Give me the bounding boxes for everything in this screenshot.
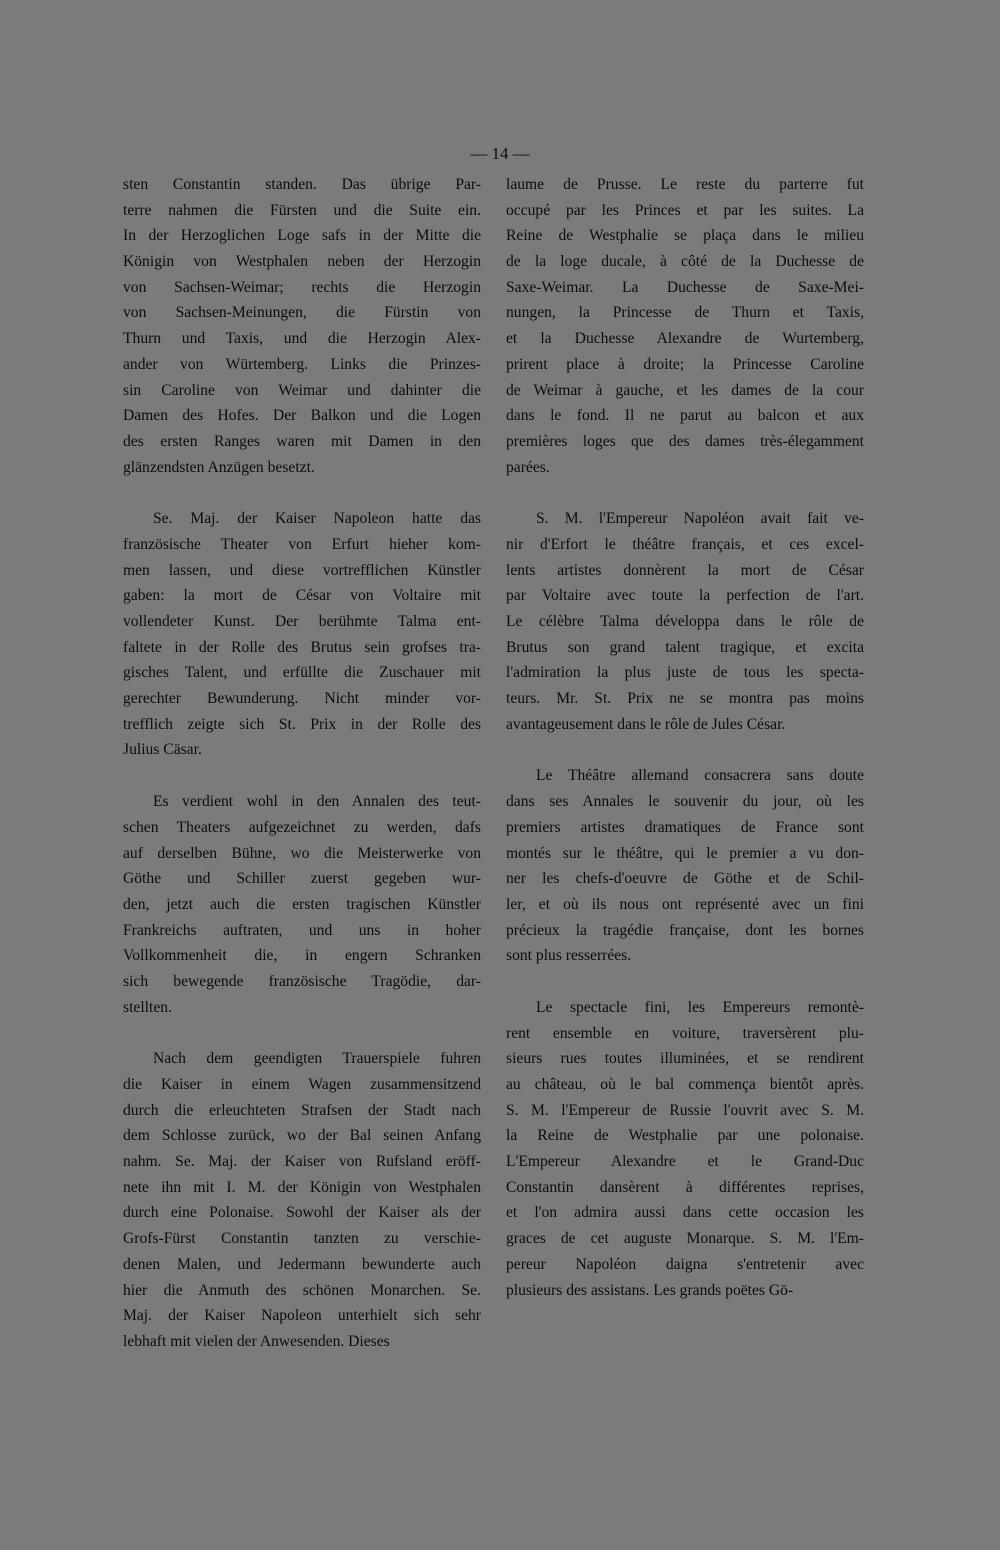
text-line: Es verdient wohl in den Annalen des teut-: [153, 793, 481, 811]
french-column: [506, 172, 864, 1303]
text-line: laume de Prusse. Le reste du parterre fut: [506, 176, 864, 193]
text-line: sich bewegende französische Tragödie, dar-: [123, 972, 481, 990]
french-paragraph-2: [506, 506, 864, 737]
text-line: Nach dem geendigten Trauerspiele fuhren: [153, 1050, 481, 1068]
text-line: premières loges que des dames très-élegamment: [506, 432, 864, 450]
text-line: occupé par les Princes et par les suites. La: [506, 201, 864, 219]
text-line: teurs. Mr. St. Prix ne se montra pas moins: [506, 690, 864, 708]
text-line: Damen des Hofes. Der Balkon und die Logen: [123, 407, 481, 425]
text-line: de Weimar à gauche, et les dames de la cour: [506, 381, 864, 399]
text-line: nete ihn mit I. M. der Königin von Westphalen: [123, 1178, 481, 1196]
text-line: de la loge ducale, à côté de la Duchesse de: [506, 253, 864, 271]
text-line: rent ensemble en voiture, traversèrent plu-: [506, 1024, 864, 1042]
text-line: Le célèbre Talma développa dans le rôle de: [506, 613, 864, 630]
text-line: dans le fond. Il ne parut au balcon et aux: [506, 407, 864, 425]
german-paragraph-4: [123, 1046, 481, 1354]
page-number: — 14 —: [470, 144, 530, 163]
text-line: durch die erleuchteten Strafsen der Stadt nach: [123, 1101, 481, 1119]
text-line: la Reine de Westphalie par une polonaise.: [506, 1127, 864, 1145]
text-line: terre nahmen die Fürsten und die Suite ein.: [123, 201, 481, 219]
text-line: Thurn und Taxis, und die Herzogin Alex-: [123, 330, 481, 348]
text-line: sten Constantin standen. Das übrige Par-: [123, 176, 481, 193]
text-line: premiers artistes dramatiques de France sont: [506, 818, 864, 836]
text-line: faltete in der Rolle des Brutus sein grofses tra-: [123, 638, 481, 656]
text-line: stellten.: [123, 998, 172, 1016]
text-line: gisches Talent, und erfüllte die Zuschauer mit: [123, 664, 481, 682]
text-line: sont plus resserrées.: [506, 947, 632, 965]
text-line: Se. Maj. der Kaiser Napoleon hatte das: [153, 510, 481, 528]
text-line: au château, où le bal commença bientôt après.: [506, 1076, 864, 1093]
text-line: den, jetzt auch die ersten tragischen Künstler: [123, 895, 481, 913]
text-line: graces de cet auguste Monarque. S. M. l'Em-: [506, 1230, 864, 1248]
french-paragraph-1: [506, 172, 864, 480]
text-line: nahm. Se. Maj. der Kaiser von Rufsland eröff-: [123, 1153, 481, 1171]
text-line: Reine de Westphalie se plaça dans le milieu: [506, 227, 864, 245]
text-line: parées.: [506, 458, 550, 476]
text-line: avantageusement dans le rôle de Jules César.: [506, 715, 786, 733]
text-line: des ersten Ranges waren mit Damen in den: [123, 432, 481, 450]
text-line: ander von Würtemberg. Links die Prinzes-: [123, 355, 481, 373]
text-line: sieurs rues toutes illuminées, et se rendirent: [506, 1050, 864, 1068]
text-line: plusieurs des assistans. Les grands poëtes Gö-: [506, 1281, 794, 1299]
text-line: prirent place à droite; la Princesse Caroline: [506, 355, 864, 373]
text-line: Königin von Westphalen neben der Herzogin: [123, 253, 481, 271]
german-column: [123, 172, 481, 1355]
german-paragraph-3: [123, 789, 481, 1020]
text-line: lebhaft mit vielen der Anwesenden. Dieses: [123, 1332, 390, 1350]
text-line: nungen, la Princesse de Thurn et Taxis,: [506, 304, 864, 322]
text-line: lents artistes donnèrent la mort de César: [506, 561, 864, 579]
text-line: dem Schlosse zurück, wo der Bal seinen Anfang: [123, 1127, 481, 1145]
text-line: men lassen, und diese vortrefflichen Künstler: [123, 561, 481, 579]
text-line: trefflich zeigte sich St. Prix in der Rolle des: [123, 715, 481, 733]
text-line: et l'on admira aussi dans cette occasion les: [506, 1204, 864, 1222]
text-line: schen Theaters aufgezeichnet zu werden, dafs: [123, 818, 481, 836]
text-line: par Voltaire avec toute la perfection de l'art.: [506, 587, 864, 605]
text-line: sin Caroline von Weimar und dahinter die: [123, 381, 481, 399]
text-line: Julius Cäsar.: [123, 741, 202, 759]
text-line: vollendeter Kunst. Der berühmte Talma ent-: [123, 613, 481, 630]
text-line: Frankreichs auftraten, und uns in hoher: [123, 921, 481, 939]
text-line: Le Théâtre allemand consacrera sans doute: [536, 767, 864, 785]
text-line: L'Empereur Alexandre et le Grand-Duc: [506, 1153, 864, 1171]
text-line: gerechter Bewunderung. Nicht minder vor-: [123, 690, 481, 708]
text-line: Göthe und Schiller zuerst gegeben wur-: [123, 870, 481, 888]
text-line: S. M. l'Empereur Napoléon avait fait ve-: [536, 510, 864, 528]
text-line: gaben: la mort de César von Voltaire mit: [123, 587, 481, 605]
text-line: Grofs-Fürst Constantin tanzten zu verschie-: [123, 1230, 481, 1248]
text-line: die Kaiser in einem Wagen zusammensitzend: [123, 1076, 481, 1093]
german-paragraph-2: [123, 506, 481, 763]
text-line: französische Theater von Erfurt hieher kom-: [123, 535, 481, 553]
text-line: l'admiration la plus juste de tous les specta-: [506, 664, 864, 682]
text-line: denen Malen, und Jedermann bewunderte auch: [123, 1255, 481, 1273]
text-line: durch eine Polonaise. Sowohl der Kaiser als der: [123, 1204, 481, 1222]
text-line: montés sur le théâtre, qui le premier a vu don-: [506, 844, 864, 862]
text-line: pereur Napoléon daigna s'entretenir avec: [506, 1255, 864, 1273]
text-line: In der Herzoglichen Loge safs in der Mitte die: [123, 227, 481, 245]
text-line: précieux la tragédie française, dont les bornes: [506, 921, 864, 939]
text-line: glänzendsten Anzügen besetzt.: [123, 458, 315, 476]
text-line: von Sachsen-Weimar; rechts die Herzogin: [123, 278, 481, 296]
text-line: ler, et où ils nous ont représenté avec un fini: [506, 895, 864, 913]
text-line: S. M. l'Empereur de Russie l'ouvrit avec S. M.: [506, 1101, 864, 1119]
text-line: Constantin dansèrent à différentes reprises,: [506, 1178, 864, 1196]
text-line: Vollkommenheit die, in engern Schranken: [123, 947, 481, 965]
text-line: Le spectacle fini, les Empereurs remontè-: [536, 998, 864, 1016]
text-line: auf derselben Bühne, wo die Meisterwerke von: [123, 844, 481, 862]
text-line: hier die Anmuth des schönen Monarchen. Se.: [123, 1281, 481, 1299]
text-line: et la Duchesse Alexandre de Wurtemberg,: [506, 330, 864, 348]
text-line: von Sachsen-Meinungen, die Fürstin von: [123, 304, 481, 322]
text-line: ner les chefs-d'oeuvre de Göthe et de Schil-: [506, 870, 864, 888]
text-line: Maj. der Kaiser Napoleon unterhielt sich sehr: [123, 1307, 481, 1325]
text-line: Brutus son grand talent tragique, et excita: [506, 638, 864, 656]
german-paragraph-1: [123, 172, 481, 480]
text-line: Saxe-Weimar. La Duchesse de Saxe-Mei-: [506, 278, 864, 296]
french-paragraph-4: [506, 995, 864, 1303]
text-line: nir d'Erfort le théâtre français, et ces excel-: [506, 535, 864, 553]
text-line: dans ses Annales le souvenir du jour, où les: [506, 793, 864, 811]
french-paragraph-3: [506, 763, 864, 969]
